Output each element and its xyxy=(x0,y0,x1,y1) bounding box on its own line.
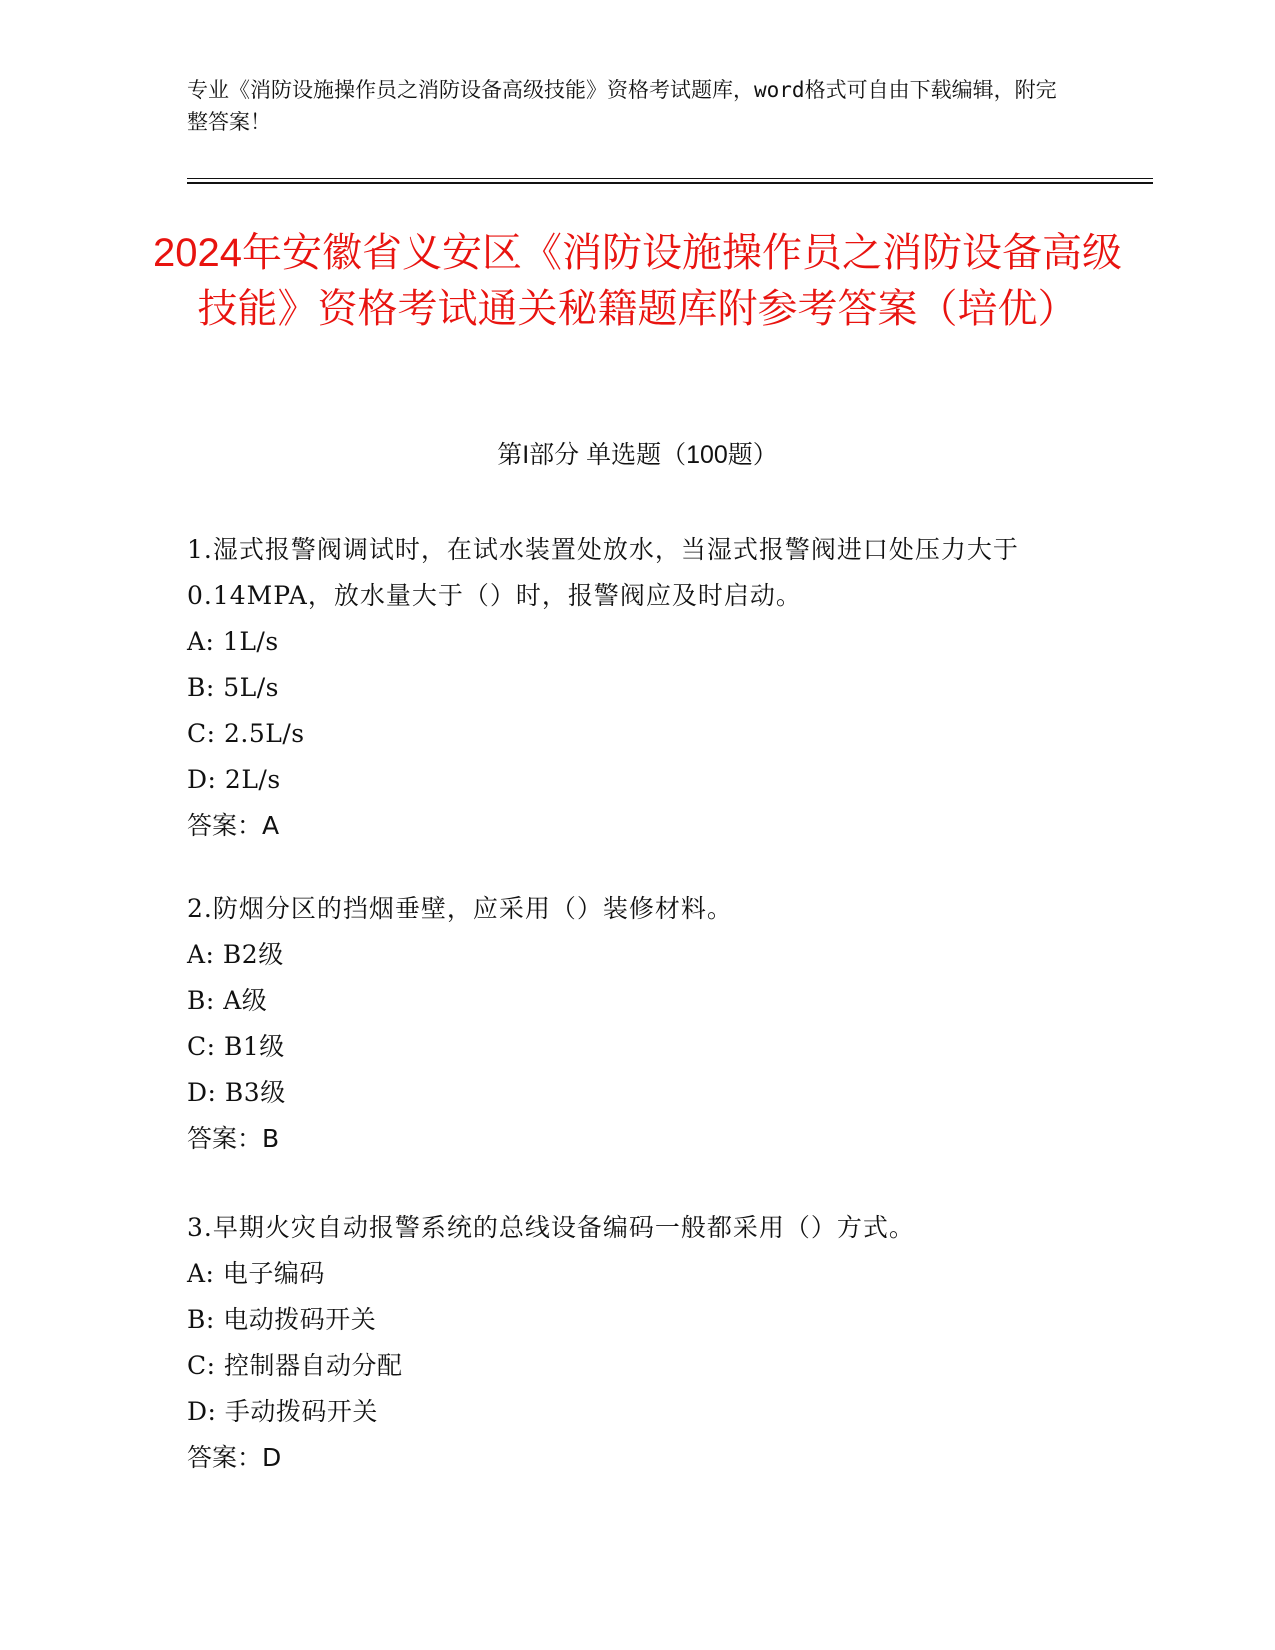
option-d: D: B3级 xyxy=(187,1078,286,1107)
question-stem: 1.湿式报警阀调试时，在试水装置处放水，当湿式报警阀进口处压力大于0.14MPA，放水量大于（）时，报警阀应及时启动。 xyxy=(187,535,1019,610)
option-b: B: A级 xyxy=(187,986,268,1015)
question-block xyxy=(187,1205,1067,1481)
option-b: B: 5L/s xyxy=(187,673,280,702)
question-block xyxy=(187,527,1067,849)
option-d: D: 手动拨码开关 xyxy=(187,1397,378,1426)
answer-line: 答案：D xyxy=(187,1443,282,1472)
option-d: D: 2L/s xyxy=(187,765,281,794)
question-block xyxy=(187,886,1067,1162)
header-divider-thin xyxy=(187,178,1153,179)
section-heading: 第I部分 单选题（100题） xyxy=(497,441,778,469)
document-title: 2024年安徽省义安区《消防设施操作员之消防设备高级技能》资格考试通关秘籍题库附参考答案（培优） xyxy=(153,231,1122,331)
question-stem: 2.防烟分区的挡烟垂壁，应采用（）装修材料。 xyxy=(187,894,733,923)
option-a: A: B2级 xyxy=(187,940,284,969)
header-divider-thick xyxy=(187,182,1153,184)
option-c: C: 2.5L/s xyxy=(187,719,305,748)
header-note: 专业《消防设施操作员之消防设备高级技能》资格考试题库，word格式可自由下载编辑，附完整答案！ xyxy=(187,78,1057,134)
option-c: C: B1级 xyxy=(187,1032,285,1061)
answer-line: 答案：B xyxy=(187,1124,280,1153)
option-b: B: 电动拨码开关 xyxy=(187,1305,377,1334)
option-a: A: 电子编码 xyxy=(187,1259,325,1288)
option-a: A: 1L/s xyxy=(187,627,279,656)
option-c: C: 控制器自动分配 xyxy=(187,1351,403,1380)
answer-line: 答案：A xyxy=(187,811,280,840)
question-stem: 3.早期火灾自动报警系统的总线设备编码一般都采用（）方式。 xyxy=(187,1213,915,1242)
